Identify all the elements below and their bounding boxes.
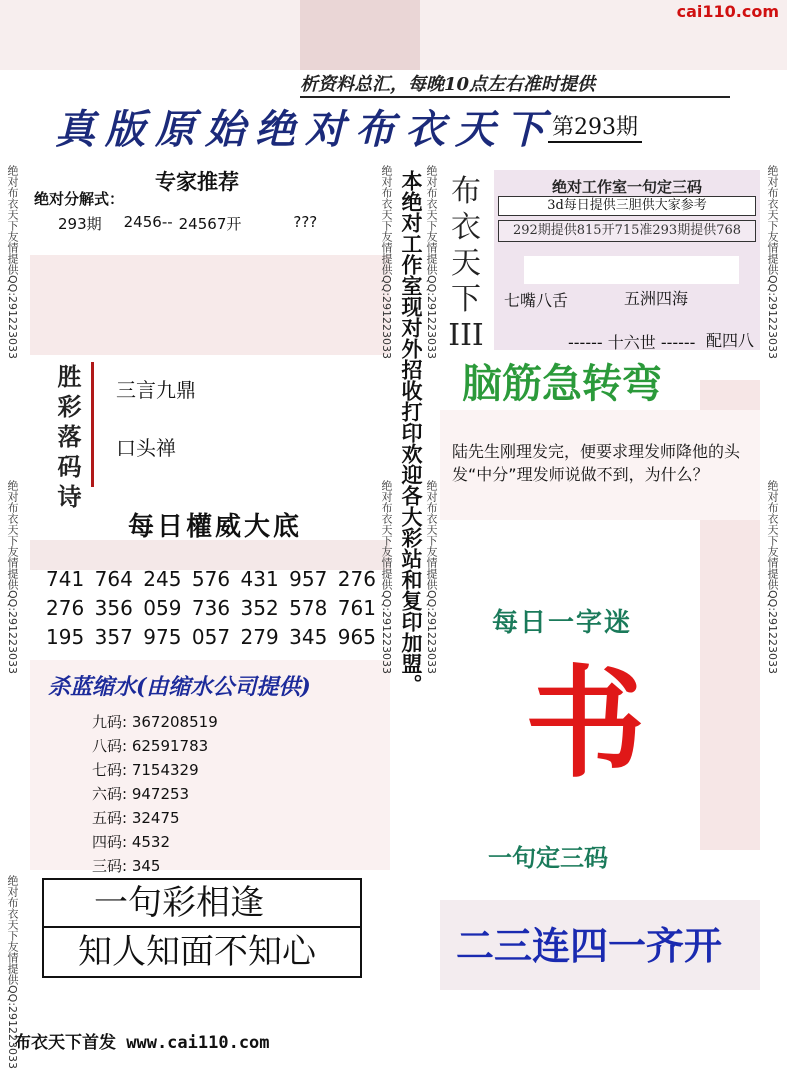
- studio-clue-4: 配四八: [706, 331, 755, 350]
- code-label: 四码:: [92, 833, 128, 851]
- left-side-strip-1: 绝对布衣天下友情提供QQ:291223033: [6, 165, 19, 360]
- code-label: 八码:: [92, 737, 128, 755]
- middle-side-strip-3: 绝对布衣天下友情提供QQ:291223033: [425, 165, 438, 360]
- poem-title: 胜彩落码诗: [48, 362, 94, 487]
- middle-side-strip-1: 绝对布衣天下友情提供QQ:291223033: [380, 165, 393, 360]
- grid-cell: 431: [240, 567, 279, 591]
- code-row: [92, 806, 218, 830]
- code-label: 七码:: [92, 761, 128, 779]
- grid-cell: 357: [94, 625, 133, 649]
- studio-record: 292期提供815开715准293期提供768: [498, 220, 756, 242]
- grid-cell: 195: [46, 625, 85, 649]
- grid-cell: 957: [289, 567, 328, 591]
- code-value: 32475: [131, 809, 180, 827]
- grid-cell: 356: [94, 596, 133, 620]
- code-label: 三码:: [92, 857, 128, 875]
- grid-row: [46, 594, 376, 623]
- phrase-line-1: 一句彩相逢: [44, 880, 360, 928]
- code-value: 4532: [131, 833, 171, 851]
- recruit-notice: 本绝对工作室现对外招收打印欢迎各大彩站和复印加盟。: [399, 170, 424, 695]
- shrink-codes: [92, 710, 218, 878]
- right-side-strip-1: 绝对布衣天下友情提供QQ:291223033: [766, 165, 779, 360]
- daily-base-title: 每日權威大底: [128, 512, 303, 542]
- brain-teaser-question: 陆先生刚理发完，便要求理发师降他的头发“中分”理发师说做不到，为什么？: [452, 442, 741, 484]
- decode-row: [58, 213, 317, 234]
- shrink-title: 杀蓝缩水(由缩水公司提供): [48, 674, 311, 700]
- daily-base-grid: [46, 565, 376, 652]
- code-row: [92, 734, 218, 758]
- code-value: 367208519: [131, 713, 218, 731]
- left-side-strip-3: 绝对布衣天下友情提供QQ:291223033: [6, 875, 19, 1069]
- studio-clue-2: 五洲四海: [624, 289, 689, 308]
- grid-cell: 764: [94, 567, 133, 591]
- grid-cell: 576: [191, 567, 231, 591]
- main-title: 真版原始绝对布衣天下: [55, 106, 555, 153]
- middle-side-strip-2: 绝对布衣天下友情提供QQ:291223033: [380, 480, 393, 675]
- code-label: 九码:: [92, 713, 128, 731]
- grid-cell: 279: [240, 625, 279, 649]
- code-value: 947253: [131, 785, 190, 803]
- code-value: 62591783: [131, 737, 209, 755]
- grid-cell: 761: [337, 596, 376, 620]
- grid-cell: 345: [289, 625, 328, 649]
- phrase-line-2: 知人知面不知心: [78, 932, 316, 972]
- code-row: [92, 830, 218, 854]
- footer: 布衣天下首发 www.cai110.com: [14, 1033, 270, 1053]
- grid-row: [46, 623, 376, 652]
- grid-cell: 736: [191, 596, 231, 620]
- code-value: 7154329: [131, 761, 199, 779]
- code-row: [92, 710, 218, 734]
- word-riddle-char: 书: [525, 655, 645, 794]
- decode-issue: 293期: [58, 215, 102, 233]
- issue-number: 第293期: [548, 110, 642, 143]
- site-domain[interactable]: cai110.com: [676, 2, 779, 21]
- grid-cell: 245: [143, 567, 182, 591]
- grid-row: [46, 565, 376, 594]
- grid-cell: 276: [337, 567, 376, 591]
- code-value: 345: [131, 857, 161, 875]
- grid-cell: 578: [289, 596, 328, 620]
- code-label: 五码:: [92, 809, 128, 827]
- expert-title: 专家推荐: [155, 170, 239, 194]
- right-side-strip-2: 绝对布衣天下友情提供QQ:291223033: [766, 480, 779, 675]
- decode-code-c: ???: [293, 213, 318, 231]
- grid-cell: 057: [191, 625, 231, 649]
- studio-panel: [494, 170, 760, 350]
- left-side-strip-2: 绝对布衣天下友情提供QQ:291223033: [6, 480, 19, 675]
- studio-header: 绝对工作室一句定三码: [551, 178, 702, 196]
- studio-blank: [524, 256, 739, 284]
- decode-code-b: 24567开: [178, 215, 242, 233]
- code-label: 六码:: [92, 785, 128, 803]
- studio-sub: 3d每日提供三胆供大家参考: [498, 196, 756, 216]
- code-row: [92, 854, 218, 878]
- grid-cell: 059: [143, 596, 182, 620]
- buyi-logo: 布衣天下III: [448, 174, 484, 353]
- brain-teaser-title: 脑筋急转弯: [462, 361, 662, 407]
- sanma-title: 一句定三码: [488, 844, 608, 872]
- code-row: [92, 758, 218, 782]
- grid-cell: 965: [337, 625, 376, 649]
- grid-cell: 352: [240, 596, 279, 620]
- figure-background-1: [30, 255, 390, 355]
- decode-code-a: 2456--: [123, 213, 173, 231]
- decode-label: 绝对分解式：: [34, 190, 125, 208]
- slogan: 二三连四一齐开: [456, 924, 723, 968]
- phrase-box: [42, 878, 362, 978]
- grid-cell: 276: [46, 596, 85, 620]
- banner-text: 析资料总汇，每晚10点左右准时提供: [300, 70, 730, 98]
- middle-side-strip-4: 绝对布衣天下友情提供QQ:291223033: [425, 480, 438, 675]
- code-row: [92, 782, 218, 806]
- poem-line-1: 三言九鼎: [116, 378, 196, 402]
- word-riddle-title: 每日一字迷: [492, 608, 633, 638]
- grid-cell: 975: [143, 625, 182, 649]
- poem-line-2: 口头禅: [116, 436, 176, 460]
- grid-cell: 741: [46, 567, 85, 591]
- studio-clue-3: ------ 十六世 ------: [568, 333, 696, 352]
- top-decoration: [300, 0, 420, 70]
- studio-clue-1: 七嘴八舌: [504, 291, 569, 310]
